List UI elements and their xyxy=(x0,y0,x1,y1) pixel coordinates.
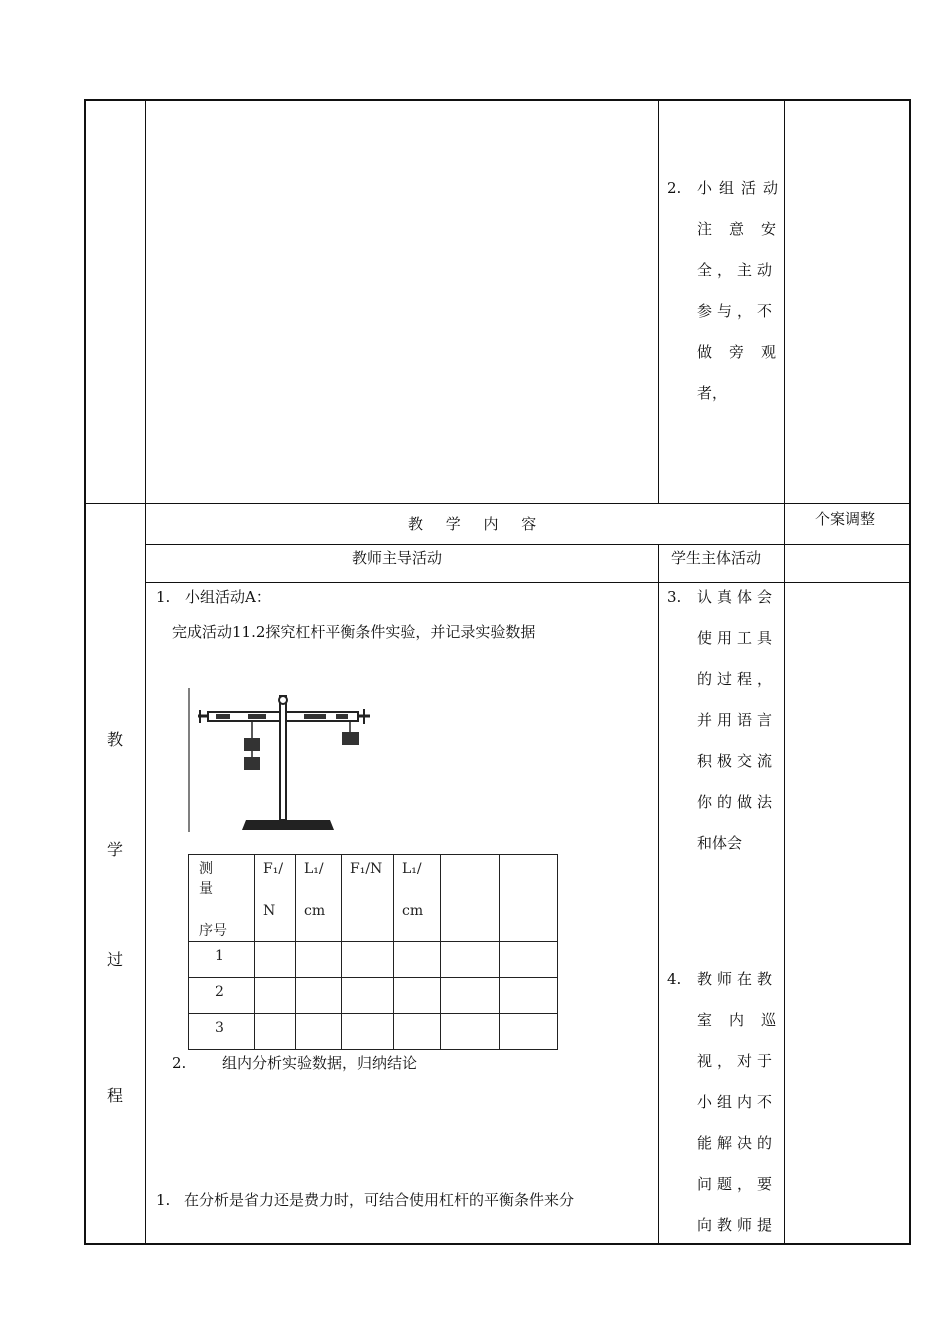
item2-text: 组内分析实验数据，归纳结论 xyxy=(222,1054,418,1072)
teaching-content-heading: 教 学 内 容 xyxy=(408,515,546,533)
header-cell-empty-2 xyxy=(500,855,558,942)
column-divider-1 xyxy=(145,99,146,1245)
header-cell-l1: L₁/ cm xyxy=(296,855,342,942)
case-adjust-heading: 个案调整 xyxy=(815,510,876,528)
row-number-cell: 3 xyxy=(189,1014,255,1050)
upper-student-line-4: 参与，不 xyxy=(697,302,778,320)
row-number-cell: 2 xyxy=(189,978,255,1014)
header-cell-empty-1 xyxy=(441,855,500,942)
table-header-row xyxy=(189,855,558,942)
upper-student-line-5: 做旁观 xyxy=(697,343,794,361)
item1-title: 小组活动A： xyxy=(185,588,271,606)
student-item4-number: 4. xyxy=(667,970,682,988)
header-cell-measure: 测 量 序号 xyxy=(189,855,255,942)
lever-apparatus-image xyxy=(186,686,378,836)
experiment-data-table xyxy=(188,854,558,1050)
student-item3-line-2: 使用工具 xyxy=(697,629,778,647)
student-item3-line-6: 你的做法 xyxy=(697,793,778,811)
column-divider-2-lower xyxy=(658,544,659,1245)
upper-student-line-6: 者， xyxy=(697,384,728,402)
table-row xyxy=(189,942,558,978)
item2-number: 2. xyxy=(172,1054,187,1072)
table-row xyxy=(189,978,558,1014)
section-divider xyxy=(84,503,911,504)
student-item3-number: 3. xyxy=(667,588,682,606)
item1-description: 完成活动11.2探究杠杆平衡条件实验，并记录实验数据 xyxy=(172,623,536,641)
item1-number: 1. xyxy=(156,588,171,606)
student-item3-line-3: 的过程， xyxy=(697,670,778,688)
row-number-cell: 1 xyxy=(189,942,255,978)
student-item4-line-5: 能解决的 xyxy=(697,1134,778,1152)
table-right-border xyxy=(909,99,911,1245)
header-cell-f1: F₁/ N xyxy=(255,855,296,942)
student-item3-line-5: 积极交流 xyxy=(697,752,778,770)
item3-text: 在分析是省力还是费力时，可结合使用杠杆的平衡条件来分 xyxy=(184,1191,575,1209)
student-activity-heading: 学生主体活动 xyxy=(671,549,762,567)
upper-student-line-1: 小组活动 xyxy=(697,179,786,197)
teacher-activity-heading: 教师主导活动 xyxy=(352,549,443,567)
column-divider-2 xyxy=(658,99,659,504)
header-row-divider-2 xyxy=(145,582,911,583)
student-item4-line-1: 教师在教 xyxy=(697,970,778,988)
table-bottom-border xyxy=(84,1243,911,1245)
side-label-char-1: 教 xyxy=(106,730,123,749)
item3-number: 1. xyxy=(156,1191,171,1209)
upper-student-number: 2. xyxy=(667,179,682,197)
side-label-char-2: 学 xyxy=(106,840,123,859)
upper-student-line-2: 注意安 xyxy=(697,220,794,238)
student-item3-line-7: 和体会 xyxy=(697,834,743,852)
student-item4-line-4: 小组内不 xyxy=(697,1093,778,1111)
side-label-char-4: 程 xyxy=(106,1086,123,1105)
header-row-divider-1 xyxy=(145,544,911,545)
student-item4-line-6: 问题，要 xyxy=(697,1175,778,1193)
table-top-border xyxy=(84,99,911,101)
student-item4-line-7: 向教师提 xyxy=(697,1216,778,1234)
student-item4-line-2: 室内巡 xyxy=(697,1011,794,1029)
student-item4-line-3: 视，对于 xyxy=(697,1052,778,1070)
student-item3-line-1: 认真体会 xyxy=(697,588,778,606)
table-left-border xyxy=(84,99,86,1245)
student-item3-line-4: 并用语言 xyxy=(697,711,778,729)
table-row xyxy=(189,1014,558,1050)
header-cell-l1-cm: L₁/ cm xyxy=(394,855,441,942)
upper-student-line-3: 全，主动 xyxy=(697,261,778,279)
header-cell-f1-n: F₁/N xyxy=(342,855,394,942)
side-label-char-3: 过 xyxy=(106,950,123,969)
column-divider-3 xyxy=(784,99,785,1245)
